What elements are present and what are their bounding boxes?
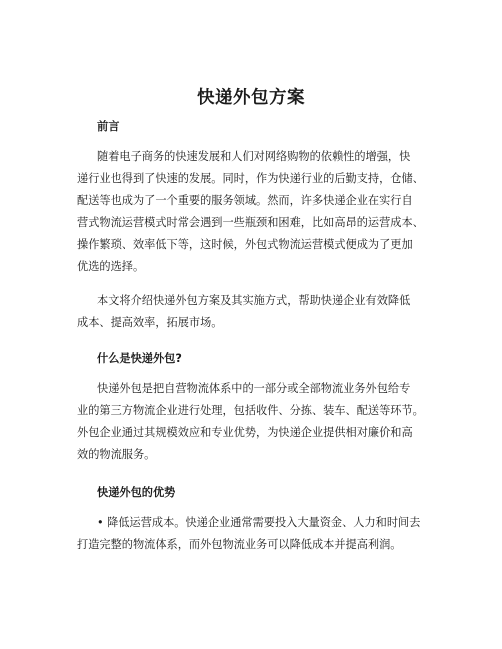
paragraph-line: 优选的选择。 bbox=[77, 260, 145, 273]
document-title: 快递外包方案 bbox=[197, 88, 305, 108]
paragraph-line: 业的第三方物流企业进行处理，包括收件、分拣、装车、配送等环节。 bbox=[77, 404, 424, 417]
paragraph-line: 效的物流服务。 bbox=[77, 448, 156, 461]
section-heading-preface: 前言 bbox=[97, 120, 120, 133]
paragraph-line: 操作繁琐、效率低下等，这时候，外包式物流运营模式便成为了更加 bbox=[77, 238, 413, 251]
section-heading-advantages: 快递外包的优势 bbox=[97, 486, 176, 499]
paragraph-line: 打造完整的物流体系，而外包物流业务可以降低成本并提高利润。 bbox=[77, 538, 402, 551]
paragraph-line: 快递外包是把自营物流体系中的一部分或全部物流业务外包给专 bbox=[97, 382, 411, 395]
paragraph-line: 外包企业通过其规模效应和专业优势，为快递企业提供相对廉价和高 bbox=[77, 426, 413, 439]
section-heading-what-is: 什么是快递外包? bbox=[97, 352, 182, 365]
paragraph-line: 营式物流运营模式时常会遇到一些瓶颈和困难，比如高昂的运营成本、 bbox=[77, 216, 424, 229]
list-item: • 降低运营成本。快递企业通常需要投入大量资金、人力和时间去 bbox=[97, 516, 421, 529]
paragraph-line: 本文将介绍快递外包方案及其实施方式，帮助快递企业有效降低 bbox=[97, 294, 411, 307]
paragraph-line: 成本、提高效率，拓展市场。 bbox=[77, 316, 223, 329]
paragraph-line: 递行业也得到了快速的发展。同时，作为快递行业的后勤支持，仓储、 bbox=[77, 172, 424, 185]
paragraph-line: 随着电子商务的快速发展和人们对网络购物的依赖性的增强，快 bbox=[97, 150, 411, 163]
paragraph-line: 配送等也成为了一个重要的服务领域。然而，许多快递企业在实行自 bbox=[77, 194, 413, 207]
